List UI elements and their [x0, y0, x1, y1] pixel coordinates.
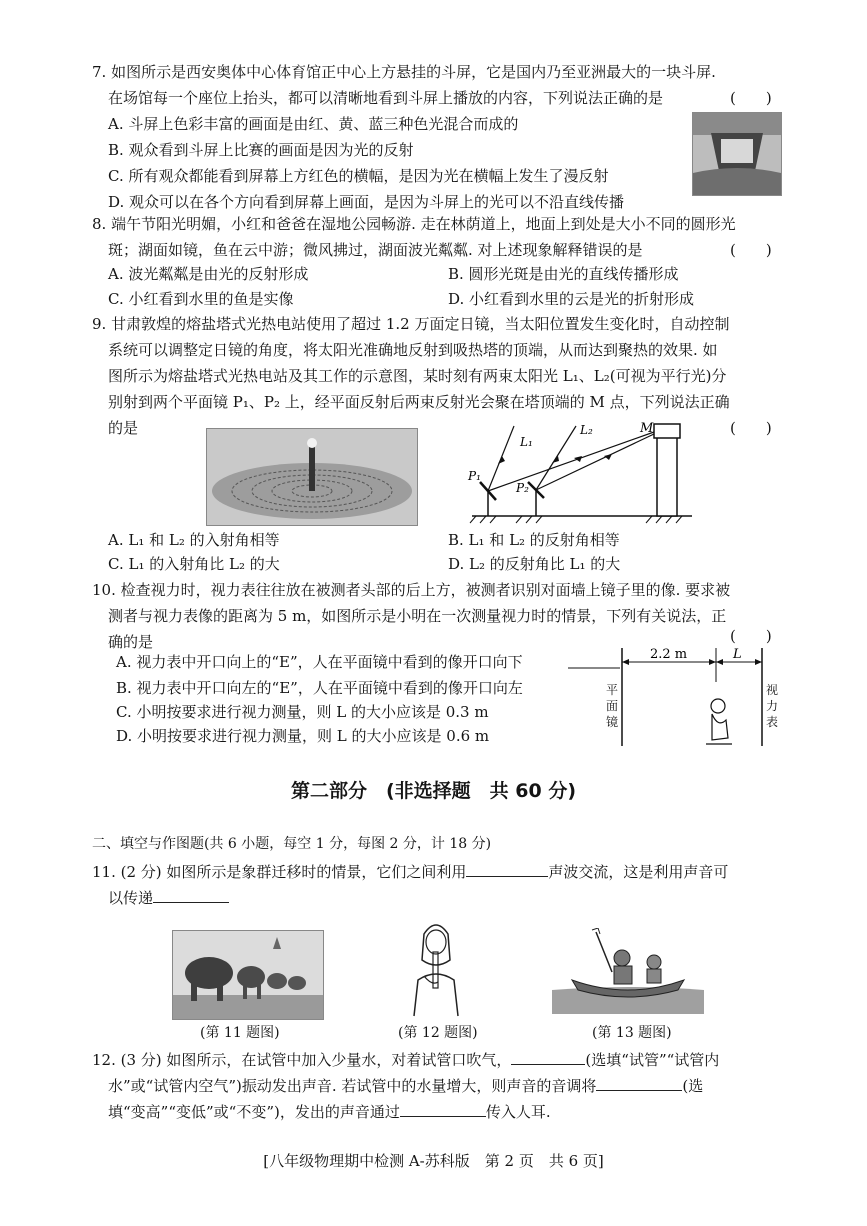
section-2-title: 第二部分 (非选择题 共 60 分): [290, 780, 577, 802]
q9-power-station-photo: [206, 428, 418, 526]
q10-label-l: L: [733, 648, 742, 662]
q10-label-mirror: 平面镜: [606, 683, 619, 729]
q12-text-e: 填“变高”“变低”或“不变”)，发出的声音通过: [108, 1103, 400, 1121]
q9-label-p1: P₁: [468, 469, 481, 483]
q11-figure-caption: (第 11 题图): [200, 1025, 280, 1041]
q9-label-l1: L₁: [520, 435, 533, 449]
q12-blank-2[interactable]: [596, 1076, 682, 1091]
q7-stadium-photo: [692, 112, 782, 196]
q10-option-a: A. 视力表中开口向上的“E”，人在平面镜中看到的像开口向下: [116, 653, 523, 671]
q12-line2: [108, 1076, 703, 1096]
q11-text-c: 以传递: [108, 889, 154, 907]
q7-option-b: B. 观众看到斗屏上比赛的画面是因为光的反射: [108, 141, 414, 159]
q9-option-c: C. L₁ 的入射角比 L₂ 的大: [108, 555, 280, 573]
q11-blank-2[interactable]: [153, 888, 229, 903]
q12-girl-figure: [404, 916, 468, 1020]
q10-stem-line3: 确的是: [108, 633, 154, 651]
q9-stem-line1: 9. 甘肃敦煌的熔盐塔式光热电站使用了超过 1.2 万面定日镜，当太阳位置发生变化时，自动控制: [92, 315, 730, 333]
q8-option-b: B. 圆形光斑是由光的直线传播形成: [448, 265, 679, 283]
q12-text-a: 12. (3 分) 如图所示，在试管中加入少量水，对着试管口吹气，: [92, 1051, 512, 1069]
q9-answer-paren: ( ): [730, 419, 772, 437]
q7-answer-paren: ( ): [730, 89, 772, 107]
q8-stem-line2: 斑；湖面如镜，鱼在云中游；微风拂过，湖面波光粼粼. 对上述现象解释错误的是: [108, 241, 643, 259]
q11-text-a: 11. (2 分) 如图所示是象群迁移时的情景，它们之间利用: [92, 863, 467, 881]
q8-option-a: A. 波光粼粼是由光的反射形成: [108, 265, 309, 283]
q12-blank-1[interactable]: [511, 1050, 585, 1065]
q10-option-b: B. 视力表中开口向左的“E”，人在平面镜中看到的像开口向左: [116, 679, 523, 697]
q7-stem-line2: 在场馆每一个座位上抬头，都可以清晰地看到斗屏上播放的内容，下列说法正确的是: [108, 89, 664, 107]
q11-elephant-photo: [172, 930, 324, 1020]
q12-text-c: 水”或“试管内空气”)振动发出声音. 若试管中的水量增大，则声音的音调将: [108, 1077, 597, 1095]
q12-text-f: 传入人耳.: [485, 1103, 551, 1121]
q10-label-distance: 2.2 m: [650, 648, 688, 662]
q13-figure-caption: (第 13 题图): [592, 1025, 672, 1041]
q7-option-d: D. 观众可以在各个方向看到屏幕上画面，是因为斗屏上的光可以不沿直线传播: [108, 193, 625, 211]
q7-option-c: C. 所有观众都能看到屏幕上方红色的横幅，是因为光在横幅上发生了漫反射: [108, 167, 609, 185]
q7-stem-line1: 7. 如图所示是西安奥体中心体育馆正中心上方悬挂的斗屏，它是国内乃至亚洲最大的一块斗屏.: [92, 63, 716, 81]
part2-heading: 二、填空与作图题(共 6 小题，每空 1 分，每图 2 分，计 18 分): [92, 836, 492, 852]
q12-text-d: (选: [682, 1077, 704, 1095]
q10-label-chart: 视力表: [766, 683, 779, 729]
q9-label-l2: L₂: [580, 423, 593, 437]
q10-option-d: D. 小明按要求进行视力测量，则 L 的大小应该是 0.6 m: [116, 727, 490, 745]
q9-label-m: M: [640, 421, 654, 436]
q10-answer-paren: ( ): [730, 627, 772, 645]
q9-stem-line4: 别射到两个平面镜 P₁、P₂ 上，经平面反射后两束反射光会聚在塔顶端的 M 点，下列说法正确: [108, 393, 730, 411]
q13-boat-figure: [552, 928, 704, 1014]
q9-stem-line5: 的是: [108, 419, 139, 437]
q12-text-b: (选填“试管”“试管内: [585, 1051, 720, 1069]
q7-option-a: A. 斗屏上色彩丰富的画面是由红、黄、蓝三种色光混合而成的: [108, 115, 519, 133]
q9-stem-line2: 系统可以调整定日镜的角度，将太阳光准确地反射到吸热塔的顶端，从而达到聚热的效果. 如: [108, 341, 718, 359]
q11-blank-1[interactable]: [466, 862, 548, 877]
q9-stem-line3: 图所示为熔盐塔式光热电站及其工作的示意图，某时刻有两束太阳光 L₁、L₂(可视为平行光)分: [108, 367, 727, 385]
q8-stem-line1: 8. 端午节阳光明媚，小红和爸爸在湿地公园畅游. 走在林荫道上，地面上到处是大小不同的圆形光: [92, 215, 736, 233]
q11-line1: [92, 862, 728, 882]
q10-option-c: C. 小明按要求进行视力测量，则 L 的大小应该是 0.3 m: [116, 703, 489, 721]
q10-stem-line2: 测者与视力表像的距离为 5 m，如图所示是小明在一次测量视力时的情景，下列有关说法，正: [108, 607, 727, 625]
page-footer: [八年级物理期中检测 A-苏科版 第 2 页 共 6 页]: [263, 1152, 604, 1170]
q8-option-c: C. 小红看到水里的鱼是实像: [108, 290, 294, 308]
q12-blank-3[interactable]: [400, 1102, 486, 1117]
q9-option-d: D. L₂ 的反射角比 L₁ 的大: [448, 555, 621, 573]
q11-text-b: 声波交流，这是利用声音可: [548, 863, 729, 881]
q12-figure-caption: (第 12 题图): [398, 1025, 478, 1041]
q8-option-d: D. 小红看到水里的云是光的折射形成: [448, 290, 695, 308]
q12-line3: [108, 1102, 551, 1122]
q9-option-b: B. L₁ 和 L₂ 的反射角相等: [448, 531, 620, 549]
q9-option-a: A. L₁ 和 L₂ 的入射角相等: [108, 531, 280, 549]
q9-label-p2: P₂: [516, 481, 529, 495]
q10-eye-test-diagram: [566, 648, 782, 748]
q10-stem-line1: 10. 检查视力时，视力表往往放在被测者头部的后上方，被测者识别对面墙上镜子里的像. 要求被: [92, 581, 731, 599]
q11-line2: [108, 888, 229, 908]
q9-reflection-diagram: [462, 420, 702, 526]
q12-line1: [92, 1050, 719, 1070]
q8-answer-paren: ( ): [730, 241, 772, 259]
